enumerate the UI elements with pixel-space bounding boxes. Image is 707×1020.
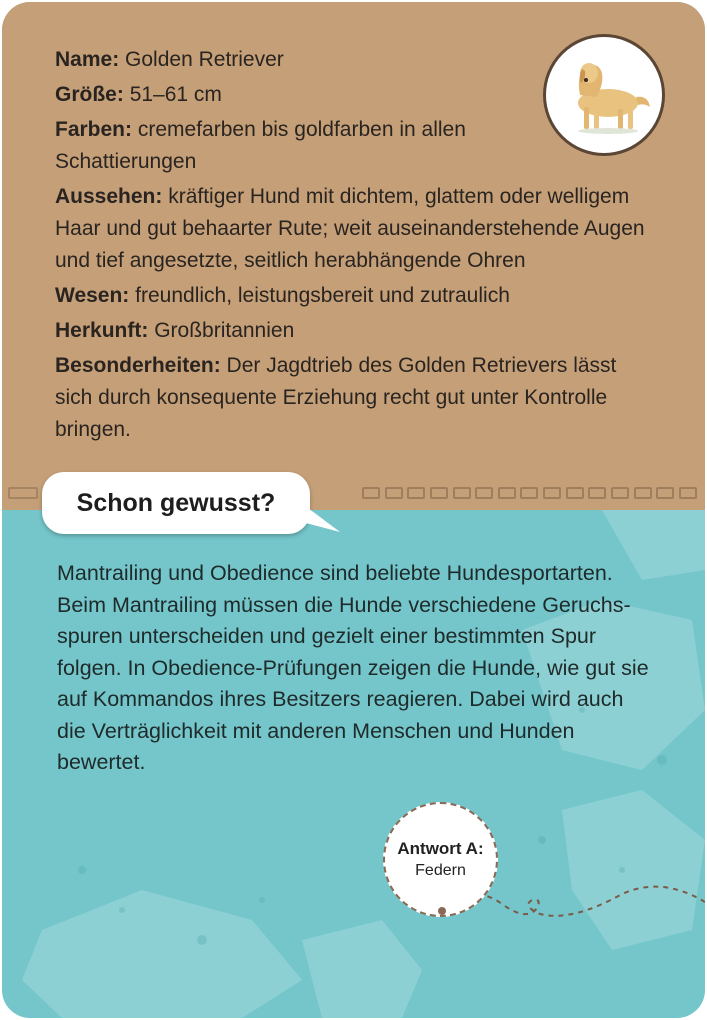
answer-badge: [383, 802, 498, 917]
fact-name: Name: Golden Retriever: [55, 48, 284, 71]
answer-dot: [438, 907, 446, 915]
did-you-know-bubble: [42, 472, 310, 534]
fact-special: Besonderheiten: Der Jagdtrieb des Golden Retrievers lässt sich durch konsequente Erziehung recht gut unter Kontrolle bringen.: [55, 354, 617, 441]
answer-value: Federn: [415, 862, 466, 879]
fact-temperament: Wesen: freundlich, leistungsbereit und zutraulich: [55, 284, 510, 307]
fact-appearance: Aussehen: kräftiger Hund mit dichtem, glattem oder welligem Haar und gut behaarter Rute; weit auseinanderstehende Augen und tief angesetzte, seitlich herabhängende Ohren: [55, 185, 645, 272]
answer-label: Antwort A:: [397, 839, 484, 858]
fact-size: Größe: 51–61 cm: [55, 83, 222, 106]
fact-paragraph: Mantrailing und Obedience sind beliebte Hundesportarten. Beim Mantrailing müssen die Hunde verschiedene Geruchsspuren unterscheiden und gezielt einer bestimmten Spur folgen. In Obedience-Prüfungen zeigen die Hunde, wie gut sie auf Kommandos ihres Besitzers reagieren. Dabei wird auch die Verträglichkeit mit anderen Menschen und Hunden bewertet.: [57, 561, 649, 774]
fact-colors: Farben: cremefarben bis goldfarben in allen Schattierungen: [55, 118, 466, 173]
dog-icon: [543, 34, 665, 156]
fact-origin: Herkunft: Großbritannien: [55, 319, 295, 342]
bubble-tail-icon: [292, 492, 352, 542]
bubble-title: Schon gewusst?: [76, 488, 276, 517]
dog-quiz-card: [2, 2, 705, 1018]
